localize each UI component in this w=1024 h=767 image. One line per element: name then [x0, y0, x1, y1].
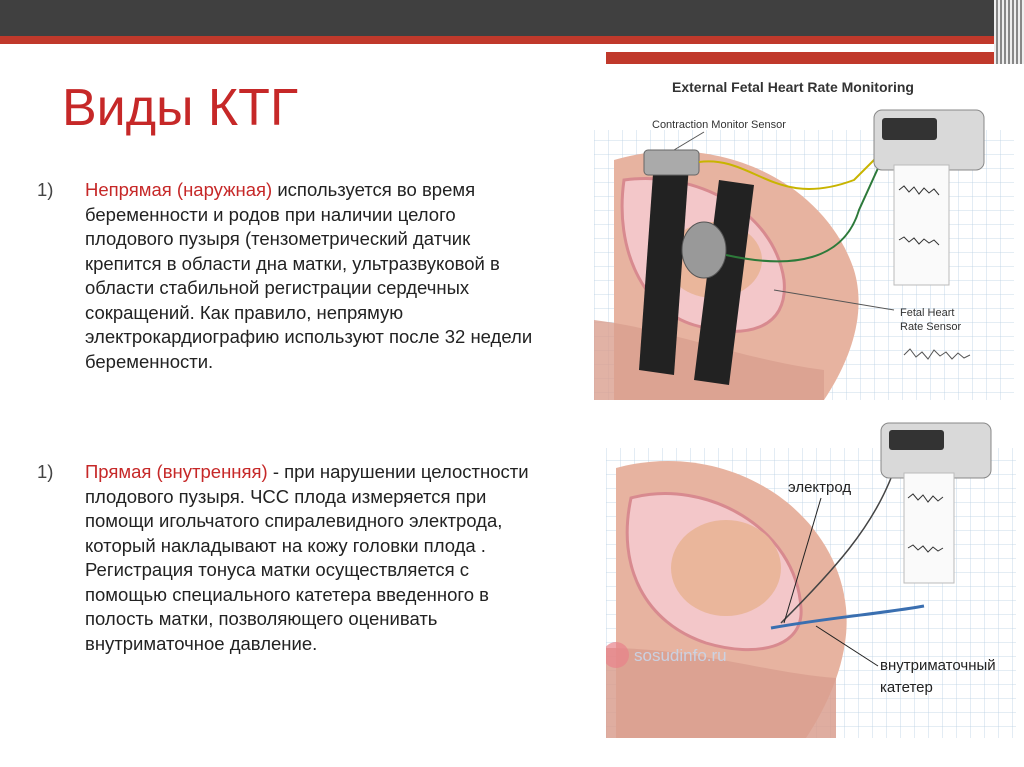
top-accent-line	[0, 36, 1024, 44]
catheter-label-line2: катетер	[880, 679, 933, 696]
list-item-direct	[37, 460, 537, 656]
printout-paper	[904, 473, 954, 583]
watermark-text: sosudinfo.ru	[634, 646, 727, 665]
printout-paper	[894, 165, 949, 285]
contraction-sensor-label: Contraction Monitor Sensor	[652, 119, 786, 131]
item-highlight: Прямая (внутренняя)	[85, 461, 268, 482]
fhr-sensor-label-line2: Rate Sensor	[900, 321, 962, 333]
contraction-sensor	[644, 150, 699, 175]
figure-title: External Fetal Heart Rate Monitoring	[672, 79, 914, 95]
external-monitoring-illustration	[594, 70, 1014, 410]
fetus-head	[671, 520, 781, 616]
catheter-label-line1: внутриматочный	[880, 657, 996, 674]
electrode-label: электрод	[788, 479, 852, 496]
item-body: - при нарушении целостности плодового пузыря. ЧСС плода измеряется при помощи игольчатого спиралевидного электрода, который накладывают на кожу головки плода . Регистрация тонуса матки осуществляется с помощью специального катетера введенного в полость матки, позволяющего оценивать внутриматочное давление.	[85, 461, 529, 654]
slide-title: Виды КТГ	[62, 79, 299, 137]
internal-monitoring-illustration	[606, 418, 1016, 738]
item-number: 1)	[37, 461, 54, 482]
fhr-sensor-label-line1: Fetal Heart	[900, 307, 955, 319]
item-text	[85, 178, 537, 374]
right-accent-line	[606, 52, 1024, 64]
corner-stripes	[994, 0, 1024, 64]
top-bar	[0, 0, 1024, 36]
item-text	[85, 460, 537, 656]
list-item-indirect	[37, 178, 537, 374]
item-number: 1)	[37, 179, 54, 200]
item-highlight: Непрямая (наружная)	[85, 179, 273, 200]
item-body: используется во время беременности и родов при наличии целого плодового пузыря (тензометрический датчик крепится в области дна матки, ультразвуковой в области стабильной регистрации сердечных сокращений. Как правило, непрямую электрокардиографию используют после 32 недели беременности.	[85, 179, 533, 372]
ultrasound-sensor	[682, 222, 726, 278]
